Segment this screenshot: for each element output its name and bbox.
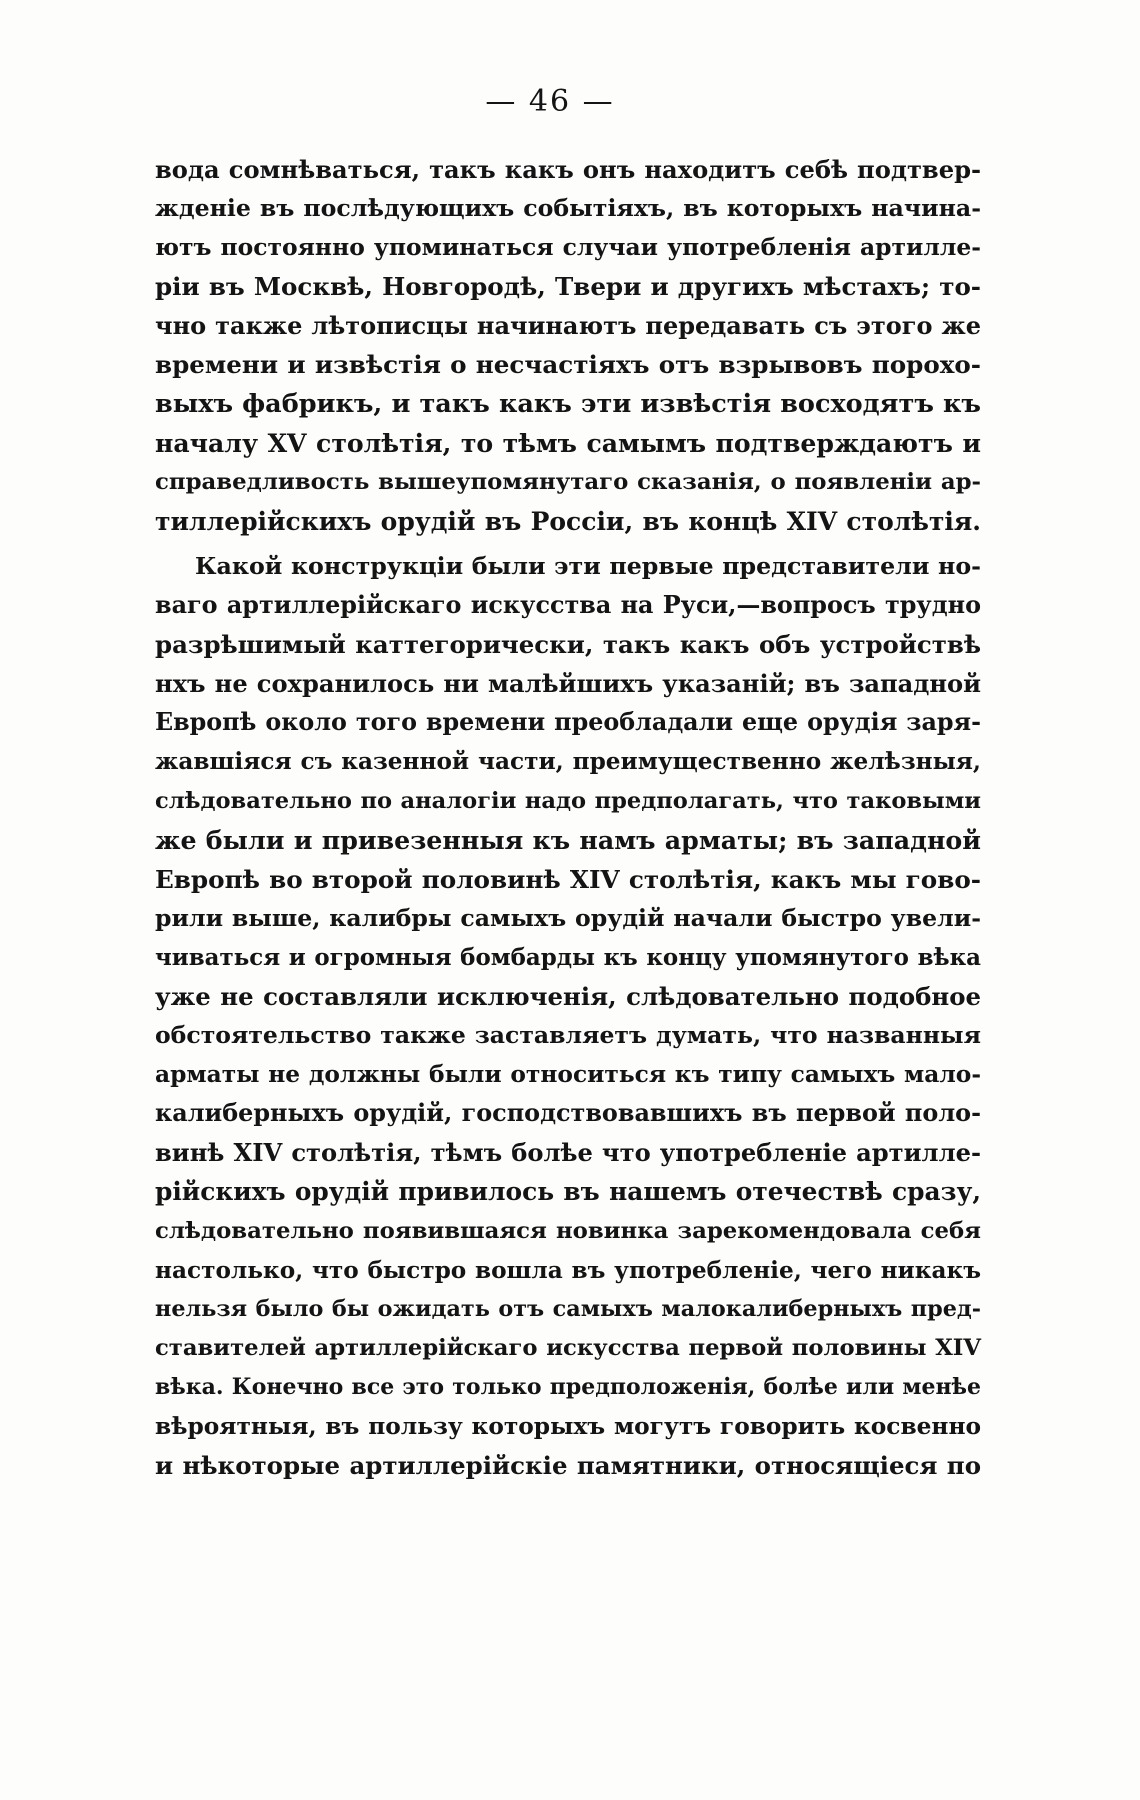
page-number: — 46 — (485, 84, 615, 119)
text-line: нельзя было бы ожидать отъ самыхъ малокалиберныхъ пред- (155, 1295, 981, 1322)
text-line: жавшіяся съ казенной части, преимущественно желѣзныя, (155, 748, 981, 776)
text-line: ваго артиллерійскаго искусства на Руси,—вопросъ трудно (155, 591, 981, 620)
text-line: вѣроятныя, въ пользу которыхъ могутъ говорить косвенно (155, 1413, 981, 1440)
text-line: рили выше, калибры самыхъ орудій начали быстро увели- (155, 903, 981, 932)
text-line: справедливость вышеупомянутаго сказанія, о появленіи ар- (155, 468, 981, 495)
text-line: ріи въ Москвѣ, Новгородѣ, Твери и другихъ мѣстахъ; то- (155, 272, 981, 302)
text-line: нхъ не сохранилось ни малѣйшихъ указаній; въ западной (155, 669, 981, 699)
text-line: и нѣкоторые артиллерійскіе памятники, относящіеся по (155, 1451, 981, 1481)
text-line: Какой конструкціи были эти первые представители но- (195, 551, 981, 580)
text-line: вода сомнѣваться, такъ какъ онъ находитъ себѣ подтвер- (155, 155, 981, 184)
text-line: рійскихъ орудій привилось въ нашемъ отечествѣ сразу, (155, 1177, 981, 1207)
text-line: же были и привезенныя къ намъ арматы; въ западной (155, 824, 981, 855)
text-line: чиваться и огромныя бомбарды къ концу упомянутого вѣка (155, 943, 981, 971)
text-line: настолько, что быстро вошла въ употребленіе, чего никакъ (155, 1256, 981, 1284)
text-line: слѣдовательно по аналогіи надо предполагать, что таковыми (155, 787, 981, 814)
text-line: разрѣшимый каттегорически, такъ какъ объ устройствѣ (155, 630, 981, 660)
text-line: Европѣ около того времени преобладали еще орудія заря- (155, 708, 981, 737)
text-line: времени и извѣстія о несчастіяхъ отъ взрывовъ порохо- (155, 350, 981, 380)
text-line: ютъ постоянно упоминаться случаи употребленія артилле- (155, 233, 981, 262)
text-line: выхъ фабрикъ, и такъ какъ эти извѣстія восходятъ къ (155, 388, 981, 419)
text-line: уже не составляли исключенія, слѣдовательно подобное (155, 981, 981, 1011)
text-line: жденіе въ послѣдующихъ событіяхъ, въ которыхъ начина- (155, 194, 981, 223)
text-line: тиллерійскихъ орудій въ Россіи, въ концѣ XIV столѣтія. (155, 506, 981, 536)
text-line: чно также лѣтописцы начинаютъ передавать съ этого же (155, 311, 981, 341)
text-line: слѣдовательно появившаяся новинка зарекомендовала себя (155, 1217, 981, 1244)
text-line: обстоятельство также заставляетъ думать, что названныя (155, 1021, 981, 1050)
paragraph-1 (155, 150, 981, 541)
text-line: калиберныхъ орудій, господствовавшихъ въ первой поло- (155, 1099, 981, 1128)
text-line: началу XV столѣтія, то тѣмъ самымъ подтверждаютъ и (155, 427, 981, 458)
text-line: арматы не должны были относиться къ типу самыхъ мало- (155, 1061, 981, 1089)
paragraph-2 (155, 547, 981, 1485)
text-line: винѣ XIV столѣтія, тѣмъ болѣе что употребленіе артилле- (155, 1138, 981, 1168)
text-line: ставителей артиллерійскаго искусства первой половины XIV (155, 1334, 981, 1361)
text-line: вѣка. Конечно все это только предположенія, болѣе или менѣе (155, 1373, 981, 1400)
text-line: Европѣ во второй половинѣ XIV столѣтія, какъ мы гово- (155, 864, 981, 894)
body-text (155, 150, 981, 1485)
